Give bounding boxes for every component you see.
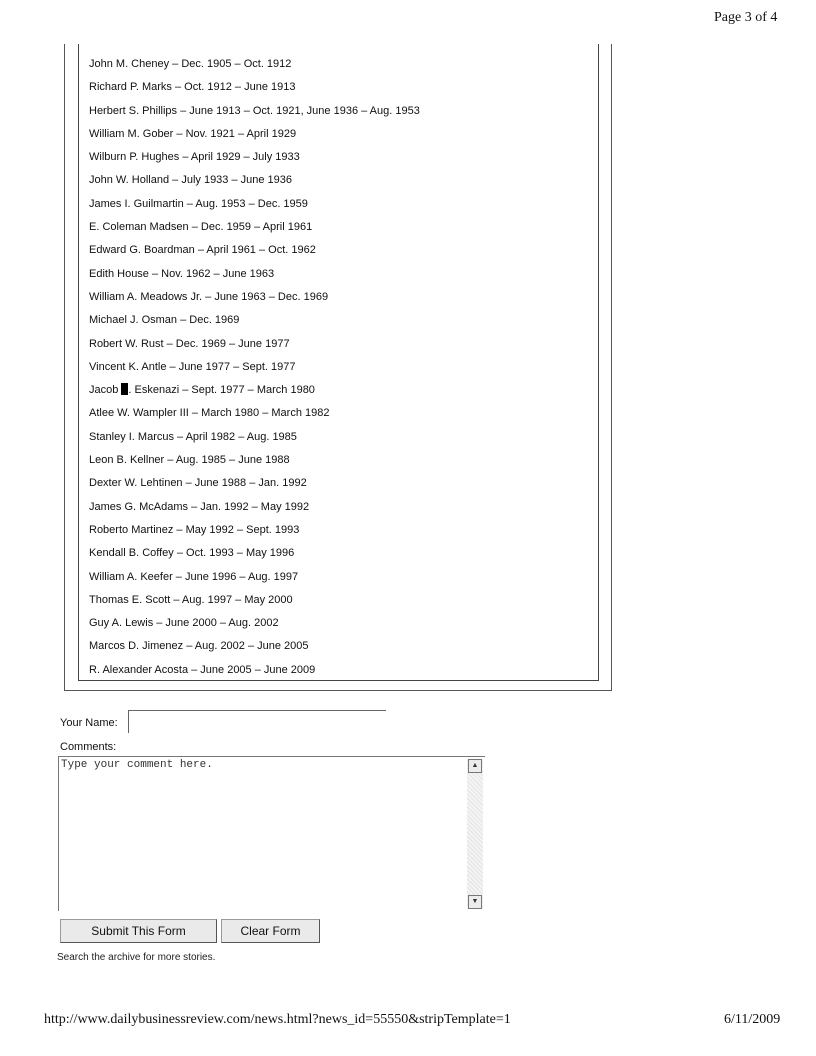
comments-box: [58, 756, 485, 911]
list-item: Edward G. Boardman – April 1961 – Oct. 1962: [89, 244, 316, 257]
list-item: Roberto Martinez – May 1992 – Sept. 1993: [89, 523, 300, 536]
list-item: Michael J. Osman – Dec. 1969: [89, 314, 240, 327]
scroll-up-arrow-icon[interactable]: ▲: [468, 759, 482, 773]
list-item: Marcos D. Jimenez – Aug. 2002 – June 2005: [89, 640, 309, 653]
list-item: James G. McAdams – Jan. 1992 – May 1992: [89, 500, 310, 513]
list-item: James I. Guilmartin – Aug. 1953 – Dec. 1959: [89, 197, 308, 210]
submit-form-button[interactable]: Submit This Form: [60, 919, 217, 943]
list-item: William M. Gober – Nov. 1921 – April 1929: [89, 127, 297, 140]
list-item: Thomas E. Scott – Aug. 1997 – May 2000: [89, 593, 293, 606]
footer-date: 6/11/2009: [724, 1012, 781, 1027]
clear-form-button[interactable]: Clear Form: [221, 919, 320, 943]
list-item: Atlee W. Wampler III – March 1980 – March 1982: [89, 407, 330, 420]
comments-scrollbar[interactable]: [467, 759, 483, 909]
footer-url: http://www.dailybusinessreview.com/news.html?news_id=55550&stripTemplate=1: [44, 1012, 511, 1027]
list-item: Richard P. Marks – Oct. 1912 – June 1913: [89, 81, 296, 94]
list-item: Robert W. Rust – Dec. 1969 – June 1977: [89, 337, 290, 350]
list-item: Vincent K. Antle – June 1977 – Sept. 1977: [89, 360, 296, 373]
list-item: Kendall B. Coffey – Oct. 1993 – May 1996: [89, 547, 295, 560]
list-item: Dexter W. Lehtinen – June 1988 – Jan. 1992: [89, 477, 307, 490]
comments-label: Comments:: [60, 741, 117, 753]
your-name-label: Your Name:: [60, 717, 118, 729]
attorney-list: [89, 53, 420, 682]
list-item: Edith House – Nov. 1962 – June 1963: [89, 267, 275, 280]
list-item-text: . Eskenazi – Sept. 1977 – March 1980: [128, 384, 315, 397]
comments-textarea[interactable]: [61, 759, 461, 904]
archive-link-text[interactable]: Search the archive for more stories.: [57, 952, 216, 963]
list-item: Guy A. Lewis – June 2000 – Aug. 2002: [89, 617, 279, 630]
your-name-input[interactable]: [128, 710, 386, 733]
list-item: William A. Keefer – June 1996 – Aug. 1997: [89, 570, 299, 583]
page-number: Page 3 of 4: [714, 10, 778, 25]
list-item: Wilburn P. Hughes – April 1929 – July 1933: [89, 151, 300, 164]
list-item: Stanley I. Marcus – April 1982 – Aug. 1985: [89, 430, 297, 443]
list-item: Herbert S. Phillips – June 1913 – Oct. 1921, June 1936 – Aug. 1953: [89, 104, 420, 117]
list-item: John M. Cheney – Dec. 1905 – Oct. 1912: [89, 58, 292, 70]
list-item-text: Jacob: [89, 384, 119, 397]
list-item: [89, 379, 420, 402]
list-item: R. Alexander Acosta – June 2005 – June 2009: [89, 663, 316, 676]
list-item: Leon B. Kellner – Aug. 1985 – June 1988: [89, 454, 290, 467]
list-item: E. Coleman Madsen – Dec. 1959 – April 1961: [89, 221, 313, 234]
scroll-down-arrow-icon[interactable]: ▼: [468, 895, 482, 909]
list-item: John W. Holland – July 1933 – June 1936: [89, 174, 293, 187]
list-item: William A. Meadows Jr. – June 1963 – Dec. 1969: [89, 290, 329, 303]
